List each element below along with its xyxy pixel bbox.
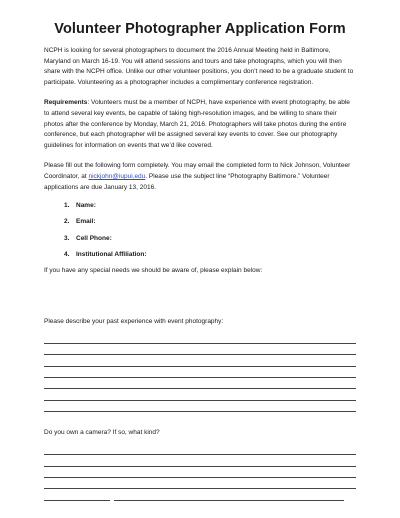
email-field[interactable]: [64, 217, 356, 226]
experience-answer-area[interactable]: [44, 333, 356, 413]
camera-answer-area[interactable]: [44, 444, 356, 501]
answer-line[interactable]: [44, 478, 356, 489]
answer-line[interactable]: [44, 444, 356, 455]
field-number: 3.: [64, 234, 70, 242]
instructions-paragraph: [44, 161, 356, 193]
answer-line[interactable]: [44, 455, 356, 466]
answer-line-split[interactable]: [44, 489, 356, 500]
requirements-text: : Volunteers must be a member of NCPH, have experience with event photography, be able to attend several key events, be capable of taking high-resolution images, and be willing to share their photos after the conference by Monday, March 21, 2016. Photographers will take photos during the entire conference, but each photographer will be assigned several key events to cover. See our photography guidelines for information on events that we’d like covered.: [44, 99, 350, 149]
answer-line[interactable]: [114, 489, 344, 500]
answer-line[interactable]: [44, 467, 356, 478]
answer-line[interactable]: [44, 401, 356, 412]
answer-line[interactable]: [44, 489, 110, 500]
field-number: 1.: [64, 202, 70, 210]
answer-line[interactable]: [44, 344, 356, 355]
answer-line[interactable]: [44, 355, 356, 366]
answer-line[interactable]: [44, 389, 356, 400]
contact-fields-list: [44, 201, 356, 259]
intro-paragraph: NCPH is looking for several photographers to document the 2016 Annual Meeting held in Baltimore, Maryland on March 16-19. You will attend sessions and tours and take photographs, which you will then share with the NCPH office. Unlike our other volunteer positions, you don’t need to be a graduate student to participate. Volunteering as a photographer includes a complimentary conference registration.: [44, 47, 354, 86]
experience-prompt: Please describe your past experience with event photography:: [44, 317, 224, 325]
field-label: Email:: [76, 218, 96, 226]
special-needs-prompt: If you have any special needs we should be aware of, please explain below:: [44, 267, 263, 275]
field-number: 4.: [64, 251, 70, 259]
affiliation-field[interactable]: [64, 250, 356, 259]
instructions-text: Please fill out the following form completely. You may email the completed form to Nick Johnson, Volunteer Coordinator, at: [44, 162, 351, 180]
field-label: Cell Phone:: [76, 234, 112, 242]
answer-line[interactable]: [44, 333, 356, 344]
field-label: Name:: [76, 202, 96, 210]
email-link[interactable]: nickjohn@iupui.edu: [88, 172, 146, 180]
form-title: Volunteer Photographer Application Form: [54, 21, 346, 37]
name-field[interactable]: [64, 201, 356, 210]
cell-phone-field[interactable]: [64, 234, 356, 243]
requirements-paragraph: [44, 98, 356, 151]
instructions-text-end: . Please use the subject line “Photography Baltimore.” Volunteer applications are due January 13, 2016.: [44, 172, 330, 191]
camera-prompt: Do you own a camera? If so, what kind?: [44, 429, 160, 437]
requirements-label: Requirements: [44, 99, 88, 107]
answer-line[interactable]: [44, 378, 356, 389]
field-label: Institutional Affiliation:: [76, 251, 147, 259]
answer-line[interactable]: [44, 367, 356, 378]
field-number: 2.: [64, 218, 70, 226]
